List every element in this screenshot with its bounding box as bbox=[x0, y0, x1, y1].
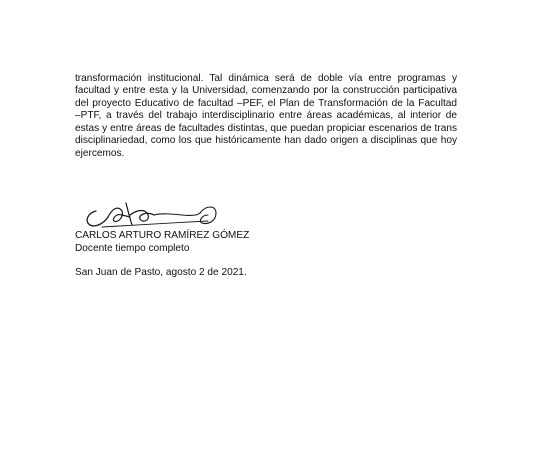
place-and-date: San Juan de Pasto, agosto 2 de 2021. bbox=[75, 267, 247, 278]
handwritten-signature bbox=[82, 197, 232, 233]
paragraph-line: disciplinariedad, como los que históricamente han dado origen a disciplinas que hoy bbox=[75, 135, 457, 147]
paragraph-line: del proyecto Educativo de facultad –PEF, el Plan de Transformación de la Facultad bbox=[75, 97, 457, 109]
body-paragraph bbox=[75, 73, 457, 160]
signer-name: CARLOS ARTURO RAMÍREZ GÓMEZ bbox=[75, 230, 250, 241]
paragraph-line: transformación institucional. Tal dinámica será de doble vía entre programas y bbox=[75, 73, 457, 84]
paragraph-line: –PTF, a través del trabajo interdisciplinario entre áreas académicas, al interior de bbox=[75, 110, 457, 122]
signer-role: Docente tiempo completo bbox=[75, 243, 190, 254]
paragraph-line: ejercemos. bbox=[75, 147, 125, 159]
paragraph-line: estas y entre áreas de facultades distintas, que puedan propiciar escenarios de trans bbox=[75, 122, 457, 134]
paragraph-line: facultad y entre esta y la Universidad, comenzando por la construcción participativa bbox=[75, 85, 457, 97]
